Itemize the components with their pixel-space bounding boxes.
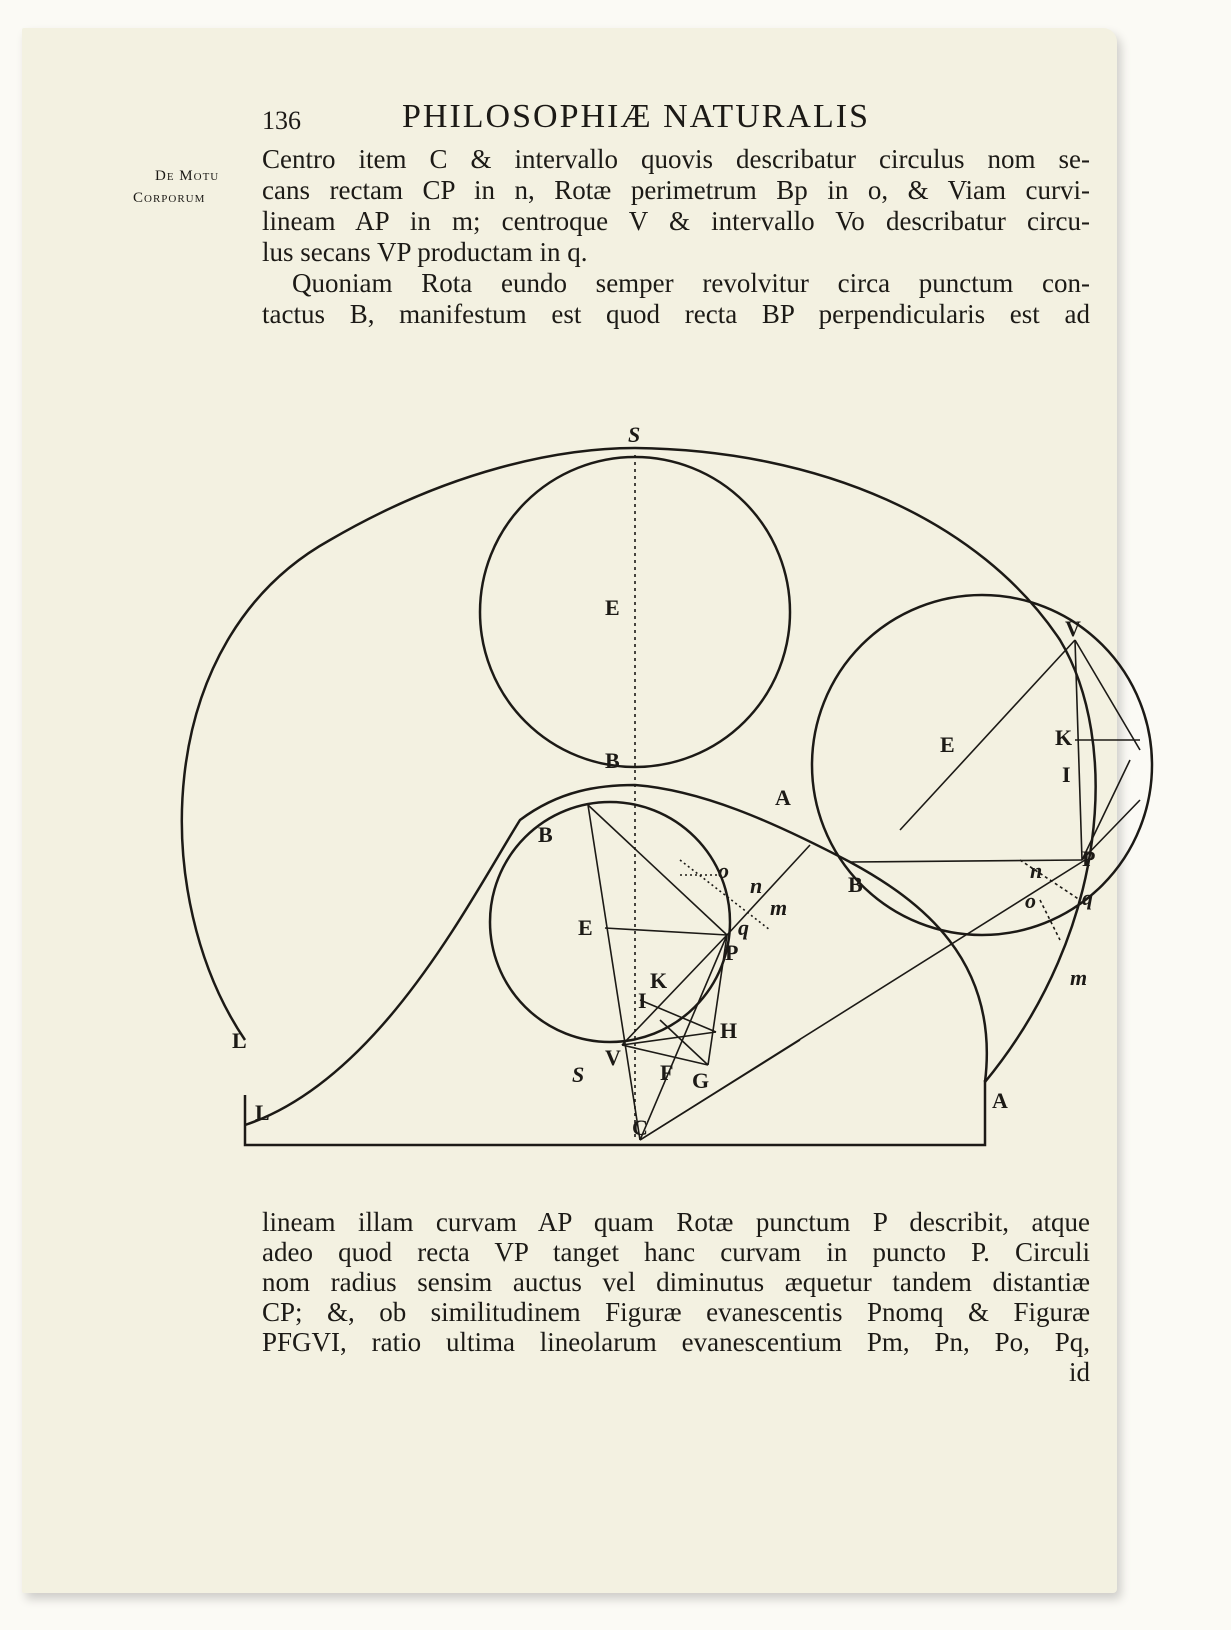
text-line: cans rectam CP in n, Rotæ perimetrum Bp in o, & Viam curvi- xyxy=(262,175,1090,205)
figure-label: B xyxy=(605,748,620,773)
figure-label: m xyxy=(1070,965,1088,990)
figure-label: q xyxy=(738,915,749,940)
figure-label: n xyxy=(750,873,763,898)
text-line: lineam illam curvam AP quam Rotæ punctum P describit, atque xyxy=(262,1207,1090,1237)
page-number: 136 xyxy=(262,106,301,135)
figure-label: I xyxy=(638,988,647,1013)
catchword: id xyxy=(1068,1357,1090,1387)
figure-label: H xyxy=(720,1018,738,1043)
inner-cycloid xyxy=(245,785,987,1125)
text-line: tactus B, manifestum est quod recta BP perpendicularis est ad xyxy=(262,299,1090,329)
text-line: Quoniam Rota eundo semper revolvitur circa punctum con- xyxy=(292,268,1090,298)
text-line: nom radius sensim auctus vel diminutus æquetur tandem distantiæ xyxy=(262,1267,1090,1297)
figure-label: E xyxy=(578,915,593,940)
text-line: Centro item C & intervallo quovis describatur circulus nom se- xyxy=(262,144,1090,174)
text-line: CP; &, ob similitudinem Figuræ evanescentis Pnomq & Figuræ xyxy=(262,1297,1090,1327)
figure-label: E xyxy=(605,595,620,620)
figure-label: n xyxy=(1030,858,1043,883)
figure-label: P xyxy=(725,940,739,965)
figure-label: G xyxy=(692,1068,710,1093)
figure-label: L xyxy=(255,1100,270,1125)
figure-label: A xyxy=(992,1088,1008,1113)
figure-label: m xyxy=(770,895,788,920)
text-line: lus secans VP productam in q. xyxy=(262,237,588,267)
text-line: PFGVI, ratio ultima lineolarum evanescentium Pm, Pn, Po, Pq, xyxy=(262,1327,1090,1357)
running-title: PHILOSOPHIÆ NATURALIS xyxy=(402,98,870,135)
base-rectangle xyxy=(245,1080,985,1145)
figure-label: F xyxy=(660,1060,674,1085)
figure-label: L xyxy=(232,1028,247,1053)
figure-label: I xyxy=(1062,762,1071,787)
figure-label: P xyxy=(1082,846,1096,871)
marginal-note: De Motu xyxy=(155,168,220,184)
figure-label: S xyxy=(628,422,641,447)
figure-label: V xyxy=(605,1045,621,1070)
middle-circle xyxy=(490,802,730,1042)
figure-label: E xyxy=(940,732,955,757)
marginal-note: Corporum xyxy=(133,190,206,206)
figure-label: K xyxy=(650,968,668,993)
figure-label: o xyxy=(1025,888,1036,913)
figure-label: o xyxy=(718,858,729,883)
figure-label: V xyxy=(1065,616,1081,641)
figure-label: B xyxy=(848,872,863,897)
figure-label: q xyxy=(1082,885,1093,910)
outer-curve xyxy=(182,448,1096,1082)
right-circle xyxy=(812,595,1152,935)
figure-label: S xyxy=(572,1062,585,1087)
figure-label: B xyxy=(538,822,553,847)
figure-label: A xyxy=(775,785,791,810)
text-line: adeo quod recta VP tanget hanc curvam in puncto P. Circuli xyxy=(262,1237,1090,1267)
figure-label: K xyxy=(1055,725,1073,750)
text-line: lineam AP in m; centroque V & intervallo Vo describatur circu- xyxy=(262,206,1090,236)
figure-label: C xyxy=(632,1115,648,1140)
